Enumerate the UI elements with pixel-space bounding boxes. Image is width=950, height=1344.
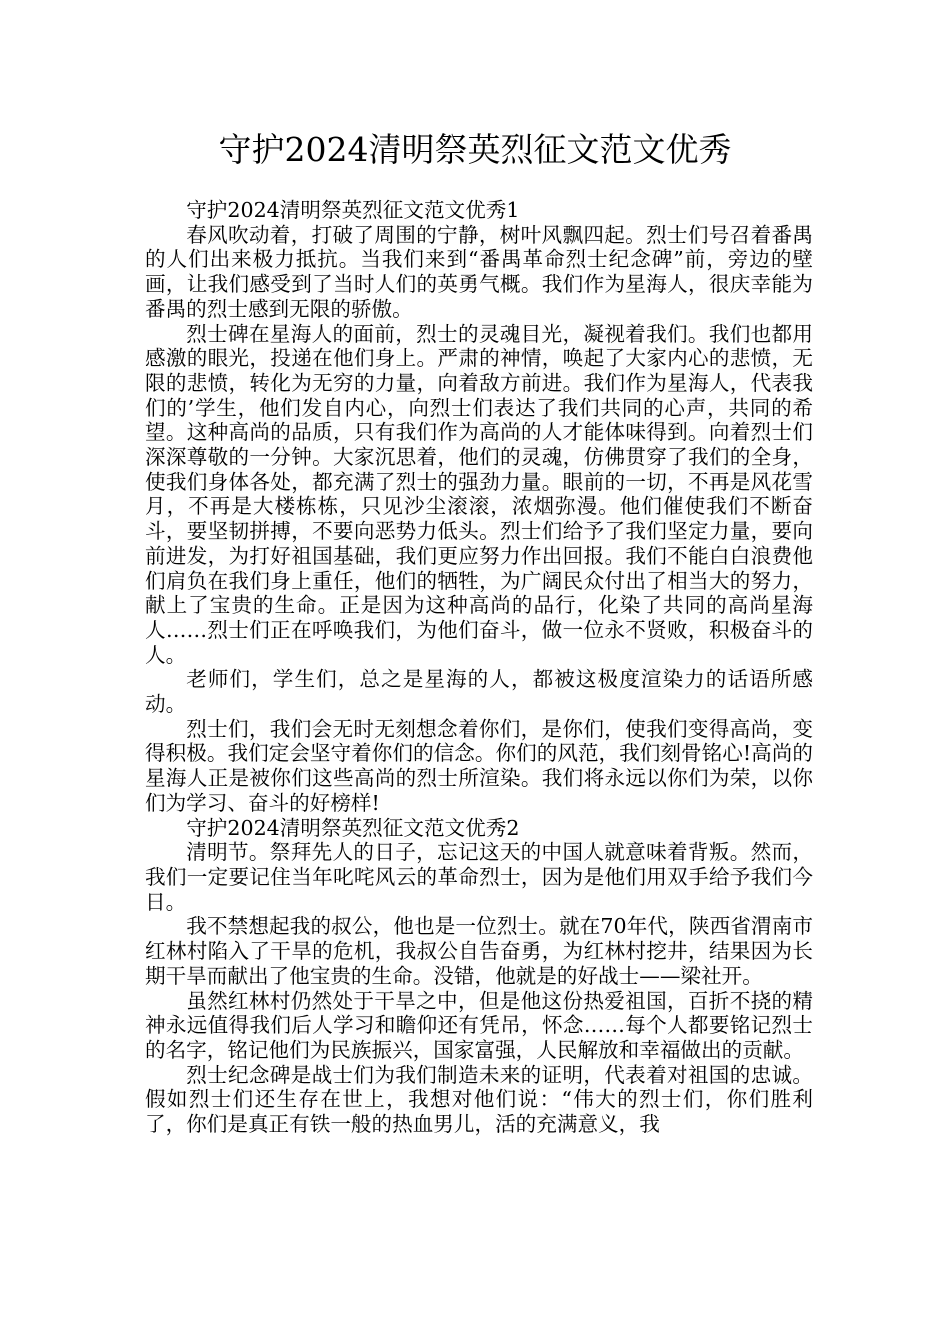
paragraph: 烈士碑在星海人的面前，烈士的灵魂目光，凝视着我们。我们也都用感激的眼光，投递在他们身上。严肃的神情，唤起了大家内心的悲愤，无限的悲愤，转化为无穷的力量，向着敌方前进。我们作为星海人，代表我们的’学生，他们发自内心，向烈士们表达了我们共同的心声，共同的希望。这种高尚的品质，只有我们作为高尚的人才能体味得到。向着烈士们深深尊敬的一分钟。大家沉思着，他们的灵魂，仿佛贯穿了我们的全身，使我们身体各处，都充满了烈士的强劲力量。眼前的一切，不再是风花雪月，不再是大楼栋栋，只见沙尘滚滚，浓烟弥漫。他们催使我们不断奋斗，要坚韧拼搏，不要向恶势力低头。烈士们给予了我们坚定力量，要向前进发，为打好祖国基础，我们更应努力作出回报。我们不能白白浪费他们肩负在我们身上重任，他们的牺牲，为广阔民众付出了相当大的努力，献上了宝贵的生命。正是因为这种高尚的品行，化染了共同的高尚星海人……烈士们正在呼唤我们，为他们奋斗，做一位永不贤败，积极奋斗的人。 [145,321,813,667]
paragraph: 我不禁想起我的叔公，他也是一位烈士。就在70年代，陕西省渭南市红林村陷入了干旱的危机，我叔公自告奋勇，为红林村挖井，结果因为长期干旱而献出了他宝贵的生命。没错，他就是的好战士——梁社开。 [145,914,813,988]
paragraph: 老师们，学生们，总之是星海的人，都被这极度渲染力的话语所感动。 [145,667,813,717]
paragraph: 春风吹动着，打破了周围的宁静，树叶风飘四起。烈士们号召着番禺的人们出来极力抵抗。当我们来到“番禺革命烈士纪念碑”前，旁边的壁画，让我们感受到了当时人们的英勇气概。我们作为星海人，很庆幸能为番禺的烈士感到无限的骄傲。 [145,222,813,321]
paragraph: 虽然红林村仍然处于干旱之中，但是他这份热爱祖国，百折不挠的精神永远值得我们后人学习和瞻仰还有凭吊，怀念……每个人都要铭记烈士的名字，铭记他们为民族振兴，国家富强，人民解放和幸福做出的贡献。 [145,988,813,1062]
paragraph: 烈士们，我们会无时无刻想念着你们，是你们，使我们变得高尚，变得积极。我们定会坚守着你们的信念。你们的风范，我们刻骨铭心!高尚的星海人正是被你们这些高尚的烈士所渲染。我们将永远以你们为荣，以你们为学习、奋斗的好榜样! [145,716,813,815]
section-heading: 守护2024清明祭英烈征文范文优秀1 [186,198,520,222]
section-heading: 守护2024清明祭英烈征文范文优秀2 [186,815,520,840]
paragraph: 烈士纪念碑是战士们为我们制造未来的证明，代表着对祖国的忠诚。假如烈士们还生存在世上，我想对他们说：“伟大的烈士们，你们胜利了，你们是真正有铁一般的热血男儿，活的充满意义，我 [145,1062,813,1137]
paragraph: 清明节。祭拜先人的日子，忘记这天的中国人就意味着背叛。然而，我们一定要记住当年叱咤风云的革命烈士，因为是他们用双手给予我们今日。 [145,840,813,914]
document-title: 守护2024清明祭英烈征文范文优秀 [218,130,732,169]
document-body [145,198,813,1137]
